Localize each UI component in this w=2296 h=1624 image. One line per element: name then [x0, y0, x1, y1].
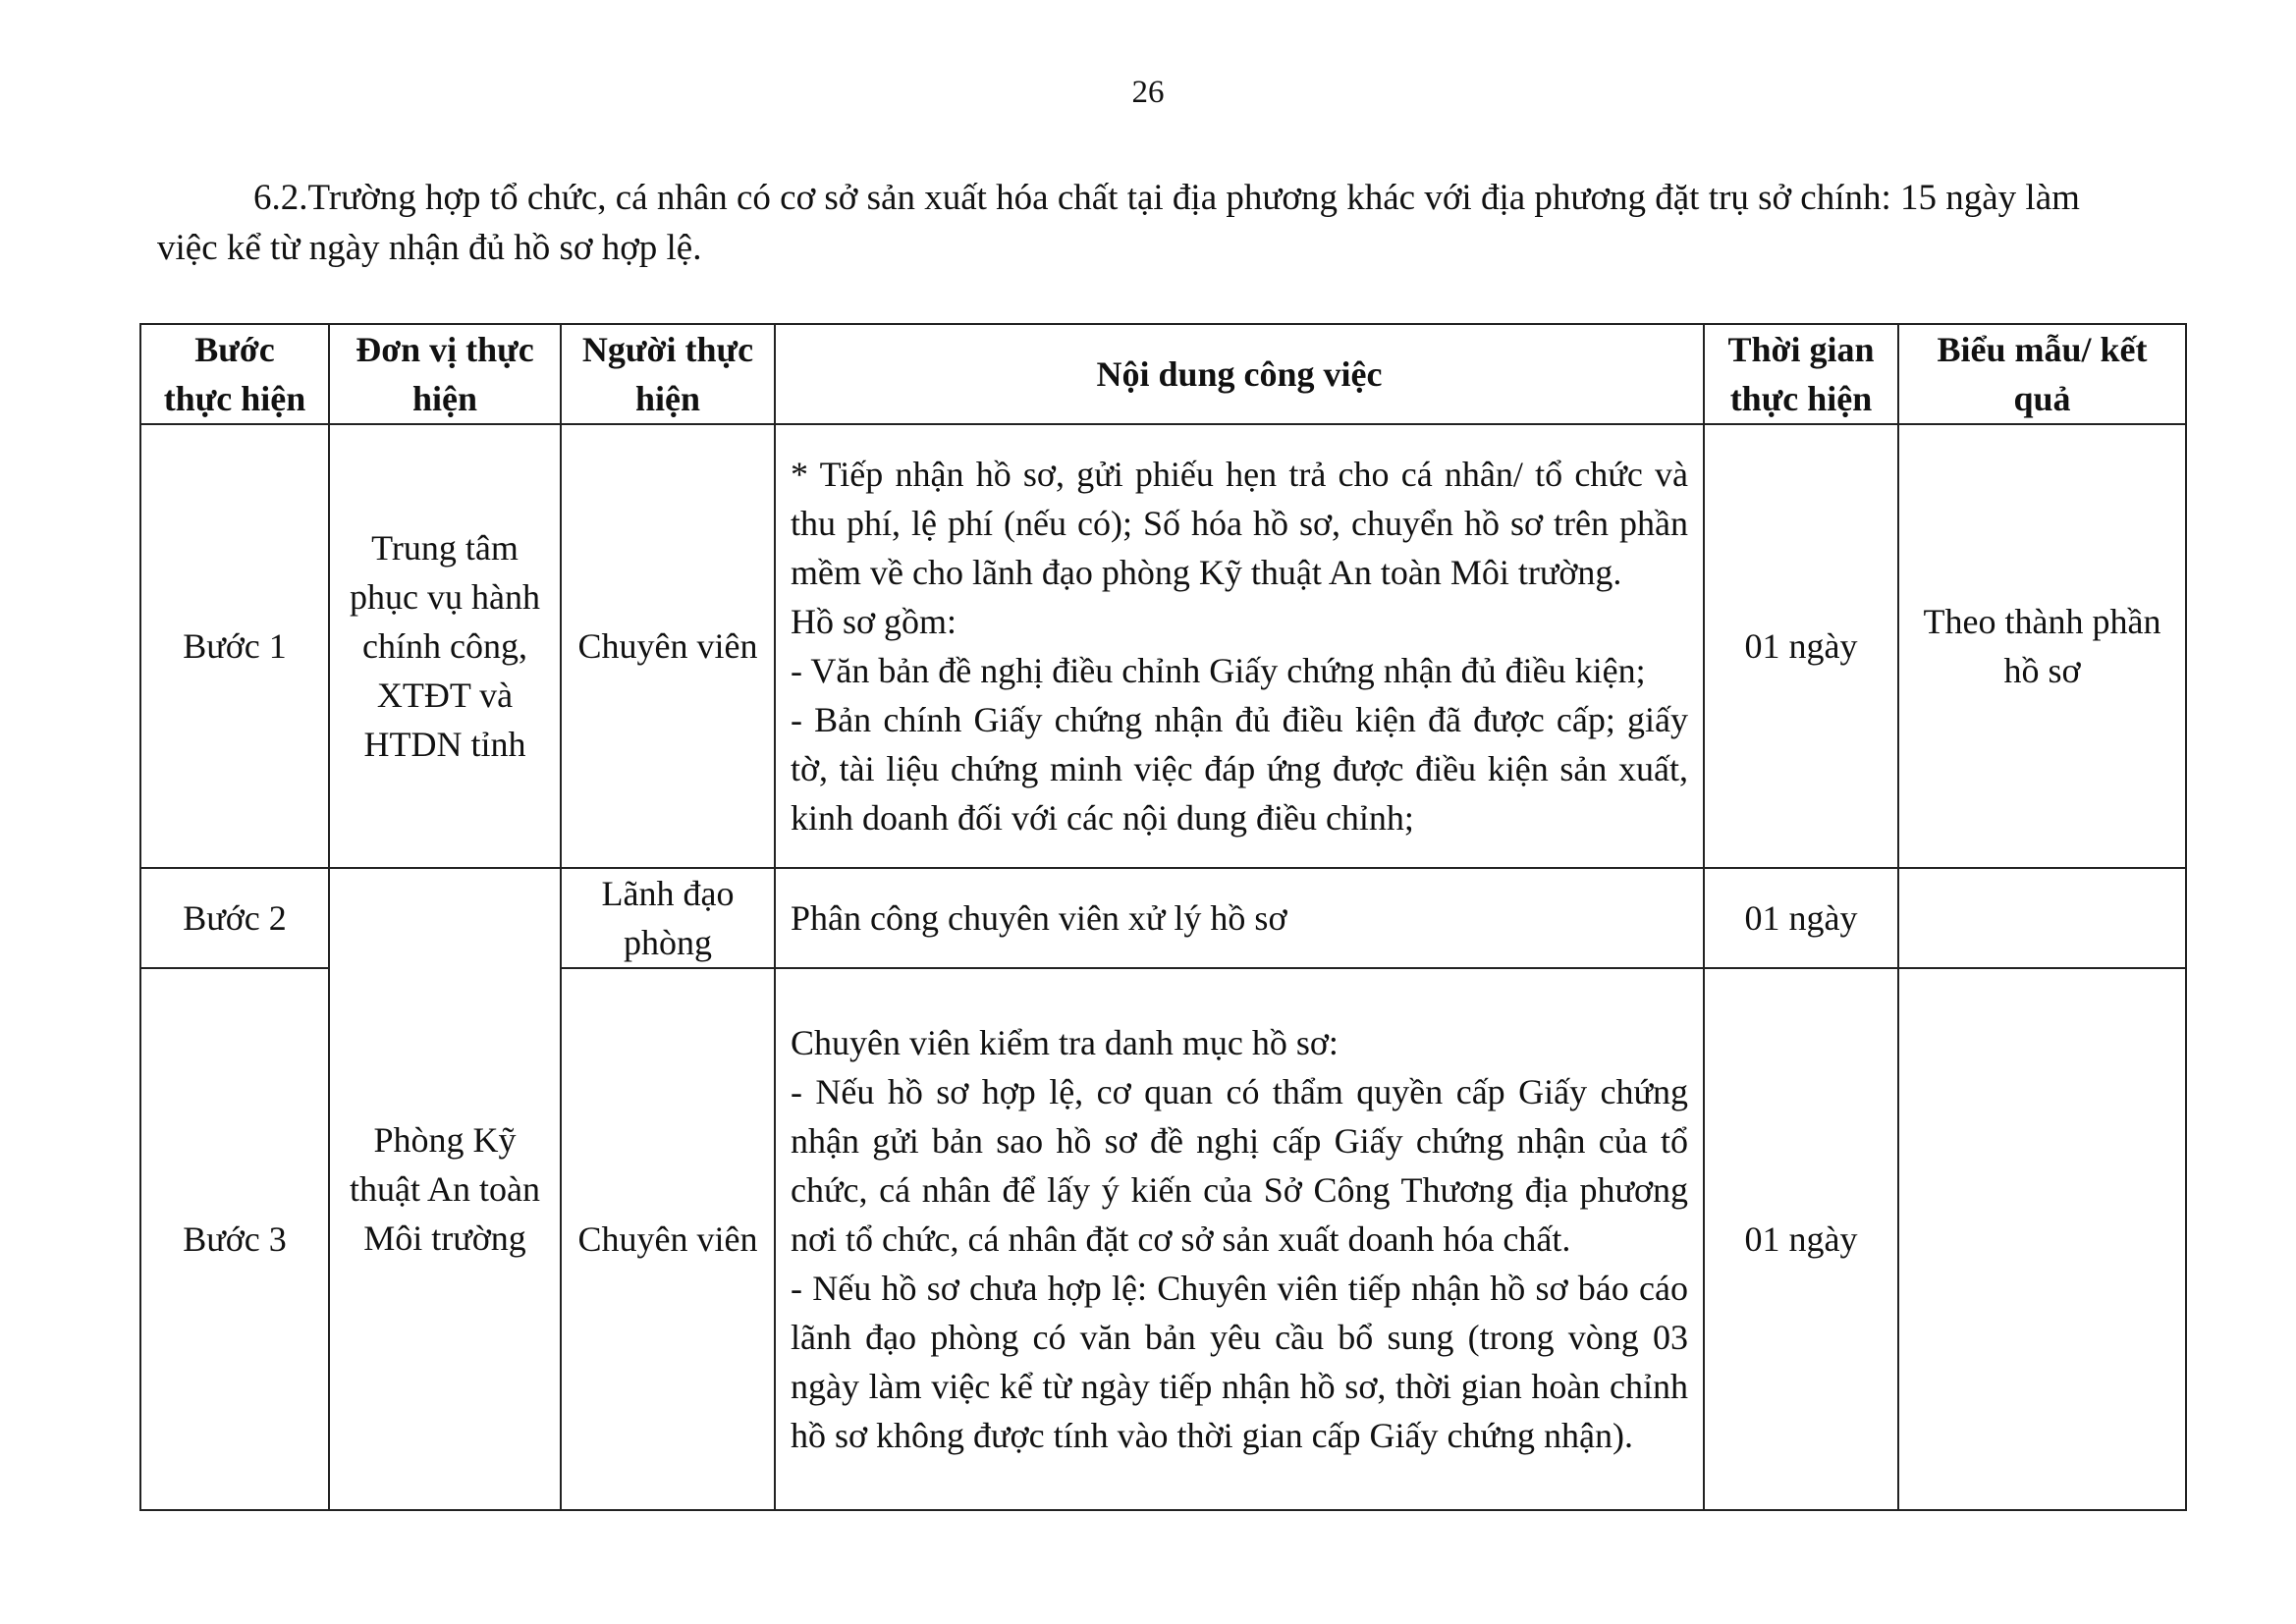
header-content: Nội dung công việc [775, 324, 1704, 424]
person-cell: Chuyên viên [561, 968, 775, 1510]
content-line: Chuyên viên kiểm tra danh mục hồ sơ: [791, 1023, 1339, 1062]
header-person: Người thực hiện [561, 324, 775, 424]
content-cell [775, 868, 1704, 968]
table-header-row [140, 324, 2186, 424]
content-line: - Nếu hồ sơ chưa hợp lệ: Chuyên viên tiếp nhận hồ sơ báo cáo lãnh đạo phòng có văn bản yêu cầu bổ sung (trong vòng 03 ngày làm việc kể từ ngày tiếp nhận hồ sơ, thời gian hoàn chỉnh hồ sơ không được tính vào thời gian cấp Giấy chứng nhận). [791, 1269, 1688, 1455]
content-line: - Bản chính Giấy chứng nhận đủ điều kiện đã được cấp; giấy tờ, tài liệu chứng minh việc đáp ứng được điều kiện sản xuất, kinh doanh đối với các nội dung điều chỉnh; [791, 700, 1688, 838]
content-line: Phân công chuyên viên xử lý hồ sơ [791, 898, 1287, 938]
step-cell: Bước 1 [140, 424, 329, 868]
result-cell: Theo thành phần hồ sơ [1898, 424, 2186, 868]
table-row [140, 868, 2186, 968]
intro-paragraph: 6.2.Trường hợp tổ chức, cá nhân có cơ sở sản xuất hóa chất tại địa phương khác với địa phương đặt trụ sở chính: 15 ngày làm việc kể từ ngày nhận đủ hồ sơ hợp lệ. [157, 178, 2080, 268]
content-cell [775, 424, 1704, 868]
content-line: - Nếu hồ sơ hợp lệ, cơ quan có thẩm quyền cấp Giấy chứng nhận gửi bản sao hồ sơ đề nghị cấp Giấy chứng nhận của tổ chức, cá nhân để lấy ý kiến của Sở Công Thương địa phương nơi tổ chức, cá nhân đặt cơ sở sản xuất doanh hóa chất. [791, 1072, 1688, 1259]
person-cell: Lãnh đạo phòng [561, 868, 775, 968]
step-cell: Bước 3 [140, 968, 329, 1510]
unit-cell: Phòng Kỹ thuật An toàn Môi trường [329, 868, 561, 1510]
person-cell: Chuyên viên [561, 424, 775, 868]
header-unit: Đơn vị thực hiện [329, 324, 561, 424]
time-cell: 01 ngày [1704, 868, 1898, 968]
header-step: Bước thực hiện [140, 324, 329, 424]
content-line: - Văn bản đề nghị điều chỉnh Giấy chứng nhận đủ điều kiện; [791, 651, 1646, 690]
table-row [140, 424, 2186, 868]
step-cell: Bước 2 [140, 868, 329, 968]
page-number: 26 [1131, 75, 1165, 110]
content-cell [775, 968, 1704, 1510]
time-cell: 01 ngày [1704, 424, 1898, 868]
content-line: Hồ sơ gồm: [791, 602, 957, 641]
content-line: * Tiếp nhận hồ sơ, gửi phiếu hẹn trả cho cá nhân/ tổ chức và thu phí, lệ phí (nếu có); Số hóa hồ sơ, chuyển hồ sơ trên phần mềm về cho lãnh đạo phòng Kỹ thuật An toàn Môi trường. [791, 455, 1688, 592]
time-cell: 01 ngày [1704, 968, 1898, 1510]
header-result: Biểu mẫu/ kết quả [1898, 324, 2186, 424]
procedure-table [139, 323, 2187, 1511]
result-cell [1898, 968, 2186, 1510]
header-time: Thời gian thực hiện [1704, 324, 1898, 424]
result-cell [1898, 868, 2186, 968]
unit-cell: Trung tâm phục vụ hành chính công, XTĐT và HTDN tỉnh [329, 424, 561, 868]
